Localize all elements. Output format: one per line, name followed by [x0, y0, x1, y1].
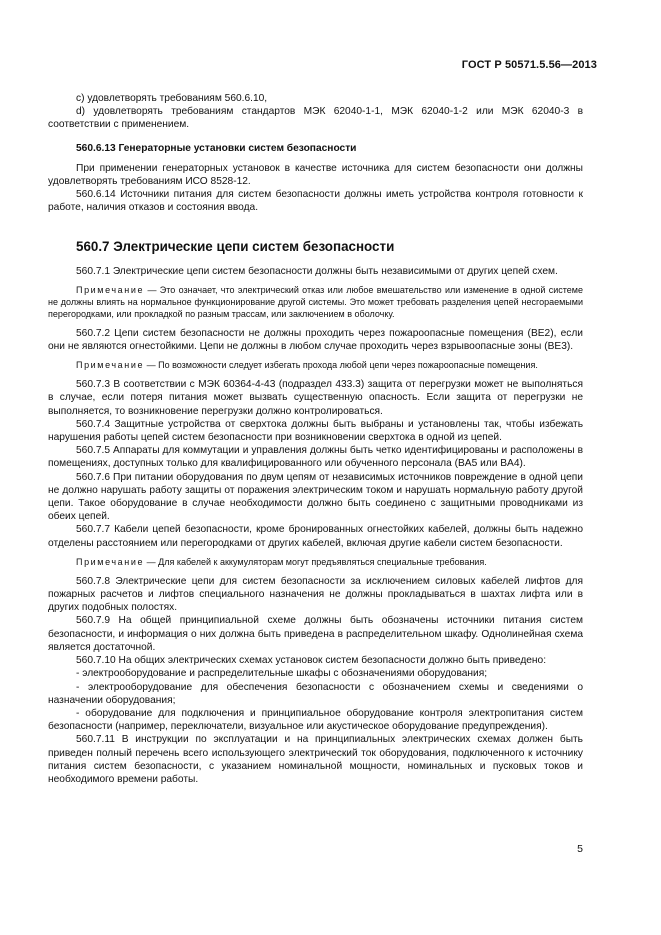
page-number: 5 [577, 843, 583, 855]
document-body [48, 92, 583, 786]
standard-header: ГОСТ Р 50571.5.56—2013 [461, 59, 597, 71]
paragraph: При применении генераторных установок в качестве источника для систем безопасности они должны удовлетворять требованиям ИСО 8528-12. [48, 162, 583, 188]
note [48, 284, 583, 320]
note-dash: — [146, 360, 156, 371]
paragraph: 560.7.10 На общих электрических схемах установок систем безопасности должно быть приведено: [76, 655, 547, 667]
paragraph: 560.7.8 Электрические цепи для систем безопасности за исключением силовых кабелей лифтов для пожарных расчетов и лифтов специального назначения не должны прокладываться в шахтах лифта или в других подобных полостях. [48, 575, 583, 614]
paragraph: c) удовлетворять требованиям 560.6.10, [76, 93, 268, 104]
paragraph: 560.7.7 Кабели цепей безопасности, кроме бронированных огнестойких кабелей, должны быть надежно отделены расстоянием или перегородками от других кабелей, включая другие кабели систем безопасности. [48, 524, 583, 549]
note-label: Примечание [76, 360, 145, 371]
section-heading-560-7: 560.7 Электрические цепи систем безопасности [76, 238, 395, 254]
note-label: Примечание [76, 556, 145, 567]
list-item: - оборудование для подключения и принципиальное оборудование контроля электропитания систем безопасности (например, переключатели, визуальное или акустическое оборудование предупреждения). [48, 707, 583, 733]
note-text: Это означает, что электрический отказ или любое вмешательство или изменение в одной системе не должны влиять на нормальное функционирование другой системы. Это может требовать разделения цепей несгораемыми перегородками, или прокладкой по разным трассам, или заключением в оболочку. [48, 284, 583, 319]
note-dash: — [147, 284, 157, 295]
paragraph: d) удовлетворять требованиям стандартов МЭК 62040-1-1, МЭК 62040-1-2 или МЭК 62040-3 в соответствии с применением. [48, 106, 583, 131]
paragraph: 560.7.11 В инструкции по эксплуатации и на принципиальных электрических схемах должен быть приведен полный перечень всего использующего электрический ток оборудования, подключенного к источнику питания систем безопасности, с указанием номинальной мощности, номинальных и пусковых токов и необходимого времени работы. [48, 734, 583, 785]
paragraph: 560.6.14 Источники питания для систем безопасности должны иметь устройства контроля готовности к работе, наличия отказов и состояния ввода. [48, 189, 583, 214]
paragraph: 560.7.6 При питании оборудования по двум цепям от независимых источников повреждение в одной цепи не должно нарушать работу защиты от поражения электрическим током и нарушать нормальную работу другой цепи. Такое оборудование в случае необходимости должно быть соединено с защитными проводниками из обеих цепей. [48, 471, 583, 523]
note [48, 556, 583, 568]
paragraph: 560.7.1 Электрические цепи систем безопасности должны быть независимыми от других цепей схем. [76, 265, 558, 277]
note-label: Примечание [76, 284, 145, 295]
paragraph: 560.7.2 Цепи систем безопасности не должны проходить через пожароопасные помещения (BE2), если они не являются огнестойкими. Цепи не должны в любом случае проходить через взрывоопасные зоны (BE3). [48, 327, 583, 353]
note [48, 359, 583, 371]
note-text: Для кабелей к аккумуляторам могут предъявляться специальные требования. [158, 556, 487, 567]
note-text: По возможности следует избегать прохода любой цепи через пожароопасные помещения. [158, 360, 538, 371]
section-heading-560-6-13: 560.6.13 Генераторные установки систем безопасности [76, 142, 357, 154]
note-dash: — [146, 556, 156, 567]
paragraph: 560.7.3 В соответствии с МЭК 60364-4-43 (подраздел 433.3) защита от перегрузки может не выполняться в случае, если потеря питания может вызвать существенную опасность. Если защита от перегрузки не выполняется, то возникновение перегрузки должно контролироваться. [48, 379, 583, 417]
paragraph: 560.7.4 Защитные устройства от сверхтока должны быть выбраны и установлены так, чтобы избежать нарушения работы цепей систем безопасности при возникновении сверхтока в одной из цепей. [48, 418, 583, 444]
list-item: - электрооборудование и распределительные шкафы с обозначениями оборудования; [76, 668, 488, 680]
paragraph: 560.7.9 На общей принципиальной схеме должны быть обозначены источники питания систем безопасности, и информация о них должна быть приведена в распределительном шкафу. Однолинейная схема является достаточной. [48, 615, 583, 653]
paragraph: 560.7.5 Аппараты для коммутации и управления должны быть четко идентифицированы и расположены в помещениях, доступных только для квалифицированного или обученного персонала (BA5 или BA4). [48, 445, 583, 470]
list-item: - электрооборудование для обеспечения безопасности с обозначением схемы и сведениями о назначении оборудования; [48, 681, 583, 706]
